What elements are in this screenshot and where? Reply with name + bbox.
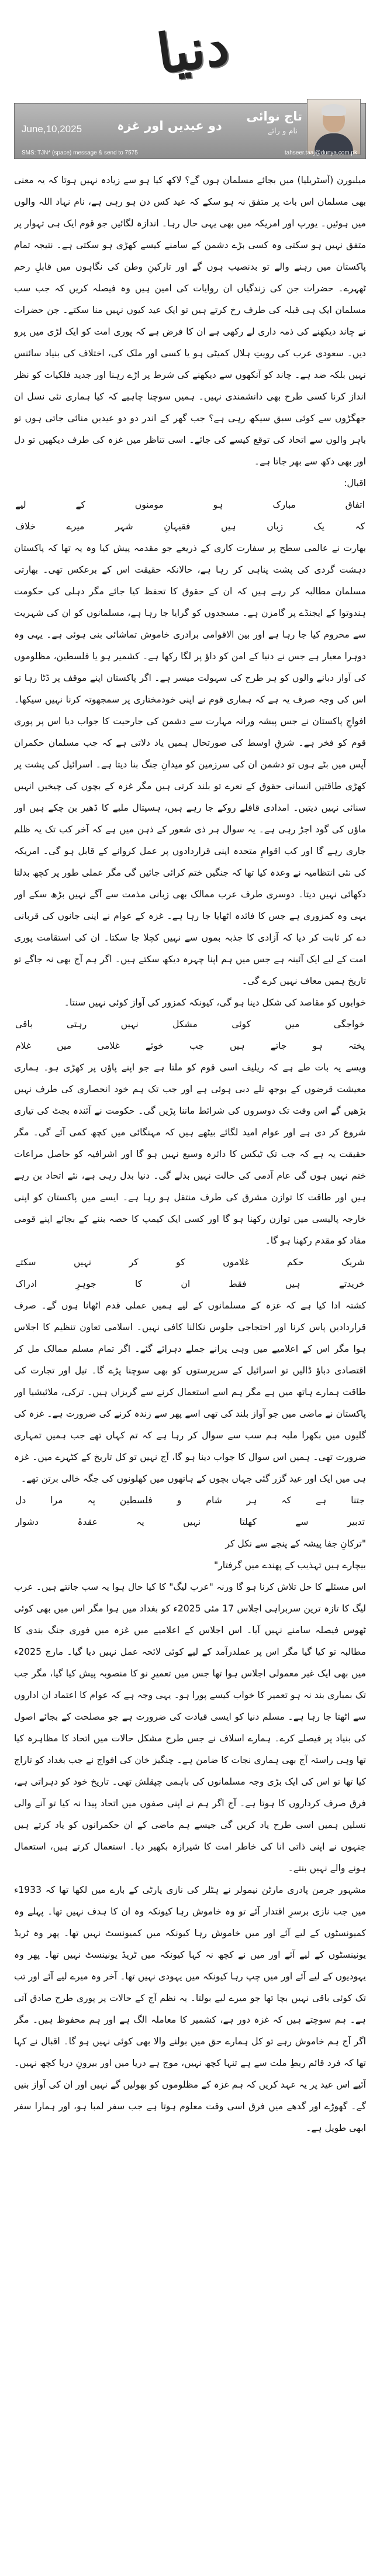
poetry-verse: اتفاق مبارک ہو مومنوں کے لیے کہ یک زباں ہیں فقیہانِ شہر میرے خلاف (15, 500, 365, 532)
publish-date: June,10,2025 (22, 123, 82, 135)
logo-text: دنیا (153, 13, 233, 86)
poetry-verse: جتنا ہے کہ ہر شام و فلسطین پہ مرا دل تدبیر سے کھلتا نہیں یہ عقدۂ دشوار (15, 1495, 365, 1527)
author-name: تاج نوائی (246, 109, 302, 123)
newspaper-logo (155, 6, 231, 94)
article-paragraph: خوابوں کو مقاصد کی شکل دینا ہو گی، کیونکہ کمزور کی آواز کوئی نہیں سنتا۔ (64, 997, 366, 1008)
article-paragraph: میلبورن (آسٹریلیا) میں بجائے مسلمان ہوں گے؟ لاکھ کیا ہو سے زیادہ نہیں ہوتا کہ یہ معنی بھی مسلمان اس بات پر متفق نہ ہو سکے کہ عید کس دن ہو رہی ہے، نام نہاد اللہ والوں میں ہوئیں۔ یورپ اور امریکہ میں بھی یہی حال رہا۔ اندازہ لگائیں جو قوم ایک ہی تہوار پر متفق نہیں ہو سکتی وہ کسی بڑے دشمن کے سامنے کیسے کھڑی ہو سکتی ہے۔ نتیجہ تمام پاکستان میں رہنے والے تو بدنصیب ہوں گے اور تارکینِ وطن کی نگاہوں میں قابلِ رحم ٹھہرے۔ حضرات جن کی زندگیاں ان روایات کی امین ہیں وہ فیصلہ کریں کہ جب سب مسلمان ایک ہی قبلہ کی طرف رخ کرتے ہیں تو ایک عید کیوں نہیں منا سکتے۔ جن حضرات نے چاند دیکھنے کی ذمہ داری لے رکھی ہے ان کا فرض ہے کہ پوری امت کو ایک لڑی میں پرو دیں۔ سعودی عرب کی رویتِ ہلال کمیٹی ہو یا کسی اور ملک کی، اختلاف کی بنیاد سائنس نہیں بلکہ ضد ہے۔ چاند کو آنکھوں سے دیکھنے کی شرط پر اڑے رہنا اور جدید فلکیات کو نظر انداز کرنا کسی طرح بھی دانشمندی نہیں۔ ہمیں سوچنا چاہیے کہ کیا ہماری نئی نسل ان جھگڑوں سے کوئی سبق سیکھ رہی ہے؟ جب گھر کے اندر دو دو عیدیں منائی جاتی ہوں تو باہر والوں سے اتحاد کی توقع کیسے کی جائے۔ اسی تناظر میں غزہ کی طرف دیکھیں تو دل اور بھی دکھ سے بھر جاتا ہے۔ (14, 175, 366, 467)
article-paragraph: کشتہ ادا کیا ہے کہ غزہ کے مسلمانوں کے لیے ہمیں عملی قدم اٹھانا ہوں گے۔ صرف قراردادیں پاس کرنا اور احتجاجی جلوس نکالنا کافی نہیں۔ اسلامی تعاون تنظیم کا اجلاس ہوا مگر اس کے اعلامیے میں وہی پرانے جملے دہرائے گئے۔ اگر تمام مسلم ممالک مل کر اقتصادی دباؤ ڈالیں تو اسرائیل کے سرپرستوں کو بھی سوچنا پڑے گا۔ تیل اور تجارت کی طاقت ہمارے ہاتھ میں ہے مگر ہم اسے استعمال کرنے سے گریزاں ہیں۔ ترکی، ملائیشیا اور پاکستان نے ماضی میں جو آواز بلند کی تھی اسے پھر سے زندہ کرنے کی ضرورت ہے۔ غزہ کی گلیوں میں بکھرا ملبہ ہم سب سے سوال کر رہا ہے کہ تم کہاں تھے جب ہمیں تمہاری ضرورت تھی۔ ہمیں اس سوال کا جواب دینا ہو گا، آج نہیں تو کل تاریخ کے کٹہرے میں۔ غزہ ہی میں ایک اور عید گزر گئی جہاں بچوں کے ہاتھوں میں کھلونوں کی جگہ خالی برتن تھے۔ (14, 1300, 366, 1484)
article-paragraph: "ترکانِ جفا پیشہ کے پنجے سے نکل کر بیچارے ہیں تہذیب کے پھندے میں گرفتار" (214, 1538, 366, 1571)
article-paragraph: اس مسئلے کا حل تلاش کرنا ہو گا ورنہ "عرب لیگ" کا کیا حال ہوا یہ سب جانتے ہیں۔ عرب لیگ کا تازہ ترین سربراہی اجلاس 17 مئی 2025ء کو بغداد میں ہوا مگر اس میں بھی کوئی ٹھوس فیصلہ سامنے نہیں آیا۔ اس اجلاس کے اعلامیے میں غزہ میں فوری جنگ بندی کا مطالبہ تو کیا گیا مگر اس پر عملدرآمد کے لیے کوئی لائحہ عمل نہیں دیا گیا۔ مارچ 2025ء میں بھی ایک غیر معمولی اجلاس ہوا تھا جس میں تعمیرِ نو کا منصوبہ پیش کیا گیا، مگر جب تک بمباری بند نہ ہو تعمیر کا خواب کیسے پورا ہو۔ یہی وجہ ہے کہ عوام کا اعتماد ان اداروں سے اٹھتا جا رہا ہے۔ مسلم دنیا کو ایسی قیادت کی ضرورت ہے جو مصلحت کے بجائے اصول کی بنیاد پر فیصلے کرے۔ ہمارے اسلاف نے جس طرح مشکل حالات میں اتحاد کا مظاہرہ کیا تھا وہی راستہ آج بھی ہماری نجات کا ضامن ہے۔ چنگیز خان کی افواج نے جب بغداد کو تاراج کیا تھا تو اس کی ایک بڑی وجہ مسلمانوں کی باہمی چپقلش تھی۔ تاریخ خود کو دہراتی ہے، فرق صرف کرداروں کا ہوتا ہے۔ آج اگر ہم نے اپنی صفوں میں اتحاد پیدا نہ کیا تو آنے والی نسلیں ہمیں اسی طرح یاد کریں گی جیسے ہم ماضی کے ان حکمرانوں کو یاد کرتے ہیں جنہوں نے اپنی ذاتی انا کی خاطر امت کا شیرازہ بکھیر دیا۔ استعمال کرتے ہیں، استعمال ہونے والے نہیں بنتے۔ (14, 1582, 366, 1874)
poetry-verse: خواجگی میں کوئی مشکل نہیں رہتی باقی پختہ ہو جاتے ہیں جب خوئے غلامی میں غلام (15, 1019, 365, 1051)
article-paragraph: ویسے یہ بات طے ہے کہ ریلیف اسی قوم کو ملتا ہے جو اپنے پاؤں پر کھڑی ہو۔ ہماری معیشت قرضوں کے بوجھ تلے دبی ہوئی ہے اور جب تک ہم خود انحصاری کی طرف نہیں بڑھیں گے اس وقت تک دوسروں کی شرائط ماننا پڑیں گی۔ حکومت نے آئندہ بجٹ کی تیاری شروع کر دی ہے اور عوام امید لگائے بیٹھے ہیں کہ مہنگائی میں کچھ کمی آئے گی۔ مگر حقیقت یہ ہے کہ جب تک ٹیکس کا دائرہ وسیع نہیں ہو گا اور اشرافیہ کو حاصل مراعات ختم نہیں ہوں گی عام آدمی کی حالت نہیں بدلے گی۔ دنیا بدل رہی ہے، نئے اتحاد بن رہے ہیں اور طاقت کا توازن مشرق کی طرف منتقل ہو رہا ہے۔ ایسے میں پاکستان کو اپنی خارجہ پالیسی میں توازن رکھنا ہو گا اور کسی ایک کیمپ کا حصہ بننے کے بجائے اپنے قومی مفاد کو مقدم رکھنا ہو گا۔ (14, 1062, 366, 1246)
article-paragraph: بھارت نے عالمی سطح پر سفارت کاری کے ذریعے جو مقدمہ پیش کیا وہ یہ تھا کہ پاکستان دہشت گردی کی پشت پناہی کر رہا ہے، حالانکہ حقیقت اس کے برعکس تھی۔ بھارتی مسلمان مطالبہ کر رہے ہیں کہ ان کے حقوق کا تحفظ کیا جائے مگر دہلی کی حکومت ہندوتوا کے ایجنڈے پر گامزن ہے۔ مسجدوں کو گرایا جا رہا ہے، مسلمانوں کو ان کی شہریت سے محروم کیا جا رہا ہے اور بین الاقوامی برادری خاموش تماشائی بنی ہوئی ہے۔ یہی وہ دوہرا معیار ہے جس نے دنیا کے امن کو داؤ پر لگا رکھا ہے۔ کشمیر ہو یا فلسطین، مظلوموں کی آواز دبانے والوں کو ہر طرح کی سہولت میسر ہے۔ اگر پاکستان اپنے موقف پر ڈٹا رہا تو اس کی وجہ صرف یہ ہے کہ ہماری قوم نے اپنی خودمختاری پر سمجھوتہ کرنا نہیں سیکھا۔ افواجِ پاکستان نے جس پیشہ ورانہ مہارت سے دشمن کی جارحیت کا جواب دیا اس پر پوری قوم کو فخر ہے۔ شرقِ اوسط کی صورتحال ہمیں یاد دلاتی ہے کہ جب مسلمان حکمران آپس میں بٹے ہوں تو دشمن ان کی سرزمین کو میدانِ جنگ بنا دیتا ہے۔ اسرائیل کی پشت پر کھڑی طاقتیں انسانی حقوق کے نعرے تو بلند کرتی ہیں مگر غزہ کے بچوں کی چیخیں انہیں سنائی نہیں دیتیں۔ امدادی قافلے روکے جا رہے ہیں، ہسپتال ملبے کا ڈھیر بن چکے ہیں اور ماؤں کی گود اجڑ رہی ہے۔ یہ سوال ہر ذی شعور کے ذہن میں ہے کہ آخر کب تک یہ ظلم جاری رہے گا اور کب اقوامِ متحدہ اپنی قراردادوں پر عمل کروانے کے قابل ہو گی۔ امریکہ کی نئی انتظامیہ نے وعدہ کیا تھا کہ جنگیں ختم کرائی جائیں گی مگر عملی طور پر کچھ بدلتا دکھائی نہیں دیتا۔ دوسری طرف عرب ممالک بھی زبانی مذمت سے آگے نہیں بڑھ سکے اور یہی وہ کمزوری ہے جس کا فائدہ اٹھایا جا رہا ہے۔ غزہ کے عوام نے اپنی جانوں کی قربانی دے کر ثابت کر دیا کہ آزادی کا جذبہ بموں سے نہیں کچلا جا سکتا۔ ان کی استقامت پوری امت کے لیے ایک آئینہ ہے جس میں ہم اپنا چہرہ دیکھ سکتے ہیں۔ اگر ہم آج بھی نہ جاگے تو تاریخ ہمیں معاف نہیں کرے گی۔ (14, 543, 366, 986)
column-banner (14, 103, 366, 159)
sms-instruction: SMS: TJN* (space) message & send to 7575 (22, 150, 138, 156)
article-paragraph: مشہور جرمن پادری مارٹن نیمولر نے ہٹلر کی نازی پارٹی کے بارے میں لکھا تھا کہ 1933ء میں جب نازی برسرِ اقتدار آئے تو وہ خاموش رہا کیونکہ وہ ان کا ہدف نہیں تھا۔ پہلے وہ کمیونسٹوں کے لیے آئے اور میں خاموش رہا کیونکہ میں کمیونسٹ نہیں تھا۔ پھر وہ ٹریڈ یونینسٹوں کے لیے آئے اور میں نے کچھ نہ کہا کیونکہ میں ٹریڈ یونینسٹ نہیں تھا۔ پھر وہ یہودیوں کے لیے آئے اور میں چپ رہا کیونکہ میں یہودی نہیں تھا۔ آخر وہ میرے لیے آئے اور تب تک کوئی باقی نہیں بچا تھا جو میرے لیے بولتا۔ یہ نظم آج کے حالات پر پوری طرح صادق آتی ہے۔ ہم سوچتے ہیں کہ غزہ دور ہے، کشمیر کا معاملہ الگ ہے اور ہم محفوظ ہیں۔ مگر اگر آج ہم خاموش رہے تو کل ہمارے حق میں بولنے والا بھی کوئی نہیں ہو گا۔ اقبال نے کہا تھا کہ فرد قائم ربطِ ملت سے ہے تنہا کچھ نہیں، موج ہے دریا میں اور بیرونِ دریا کچھ نہیں۔ آئیے اس عید پر یہ عہد کریں کہ ہم غزہ کے مظلوموں کو بھولیں گے نہیں اور ان کی آواز بنیں گے۔ گھوڑے اور گدھے میں فرق اسی وقت معلوم ہوتا ہے جب سفر لمبا ہو، اور ہمارا سفر ابھی طویل ہے۔ (14, 1885, 366, 2133)
poetry-verse: شریک حکم غلاموں کو کر نہیں سکتے خریدتے ہیں فقط ان کا جوہرِ ادراک (15, 1257, 365, 1289)
author-email: tahseer.taaj@dunya.com.pk (284, 150, 357, 156)
article-paragraph: اقبال: (344, 478, 366, 488)
masthead (0, 0, 380, 103)
column-title: دو عیدیں اور غزہ (117, 119, 222, 133)
author-title: نام و رائے (267, 127, 298, 136)
author-photo (307, 99, 361, 155)
article-body (14, 170, 366, 2562)
